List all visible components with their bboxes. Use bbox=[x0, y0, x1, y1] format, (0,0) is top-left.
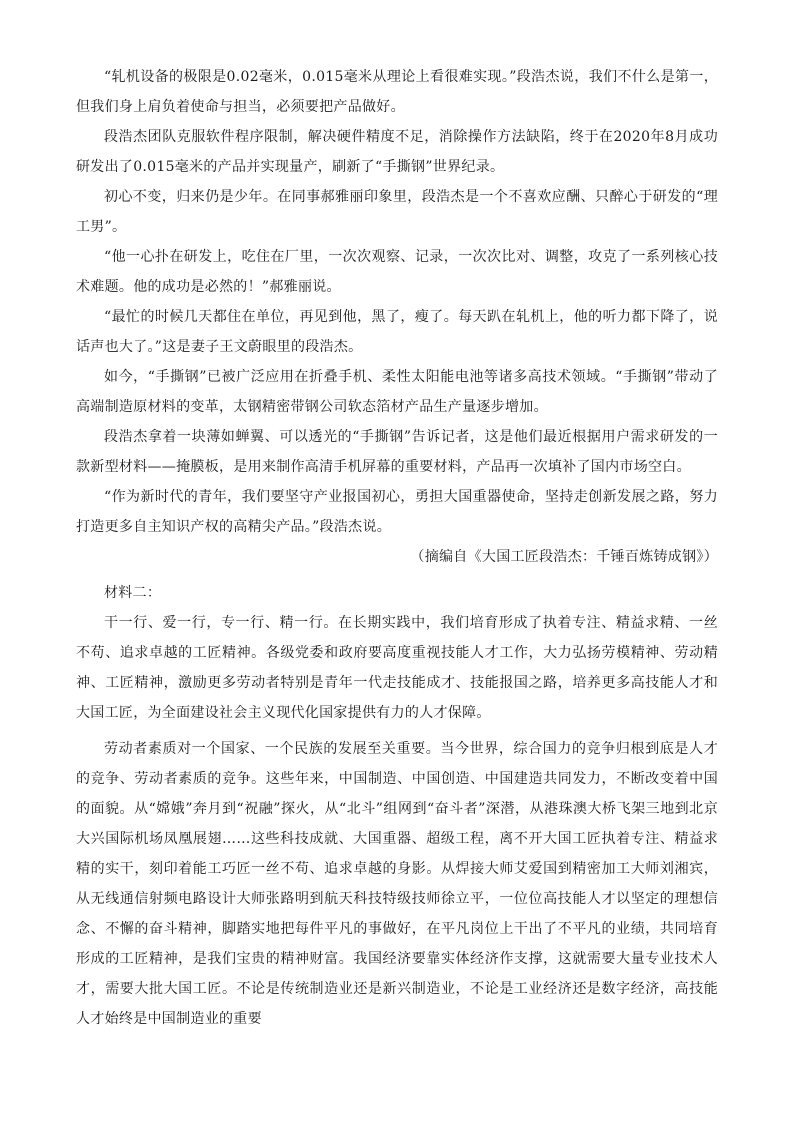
document-page bbox=[76, 62, 718, 1034]
paragraph-craftsman-spirit: 干一行、爱一行，专一行、精一行。在长期实践中，我们培育形成了执着专注、精益求精、一丝不苟、追求卓越的工匠精神。各级党委和政府要高度重视技能人才工作，大力弘扬劳模精神、劳动精神、工匠精神，激励更多劳动者特别是青年一代走技能成才、技能报国之路，培养更多高技能人才和大国工匠，为全面建设社会主义现代化国家提供有力的人才保障。 bbox=[76, 615, 718, 721]
source-citation: （摘编自《大国工匠段浩杰：千锤百炼铸成钢》） bbox=[410, 549, 718, 565]
paragraph-wife-quote: “最忙的时候几天都住在单位，再见到他，黑了，瘦了。每天趴在轧机上，他的听力都下降了，说话声也大了。”这是妻子王文蔚眼里的段浩杰。 bbox=[76, 309, 718, 355]
paragraph-colleague-impression: 初心不变，归来仍是少年。在同事郝雅丽印象里，段浩杰是一个不喜欢应酬、只醉心于研发的“理工男”。 bbox=[76, 189, 718, 235]
paragraph-rolling-limit: “轧机设备的极限是0.02毫米，0.015毫米从理论上看很难实现。”段浩杰说，我们不什么是第一，但我们身上肩负着使命与担当，必须要把产品做好。 bbox=[76, 69, 718, 115]
paragraph-workforce-quality: 劳动者素质对一个国家、一个民族的发展至关重要。当今世界，综合国力的竞争归根到底是人才的竞争、劳动者素质的竞争。这些年来，中国制造、中国创造、中国建造共同发力，不断改变着中国的面貌。从“嫦娥”奔月到“祝融”探火，从“北斗”组网到“奋斗者”深潜，从港珠澳大桥飞架三地到北京大兴国际机场凤凰展翅……这些科技成就、大国重器、超级工程，离不开大国工匠执着专注、精益求精的实干，刻印着能工巧匠一丝不苟、追求卓越的身影。从焊接大师艾爱国到精密加工大师刘湘宾，从无线通信射频电路设计大师张路明到航天科技特级技师徐立平，一位位高技能人才以坚定的理想信念、不懈的奋斗精神，脚踏实地把每件平凡的事做好，在平凡岗位上干出了不平凡的业绩，共同培育形成的工匠精神，是我们宝贵的精神财富。我国经济要靠实体经济作支撑，这就需要大量专业技术人才，需要大批大国工匠。不论是传统制造业还是新兴制造业，不论是工业经济还是数字经济，高技能人才始终是中国制造业的重要 bbox=[76, 741, 718, 1027]
section-label: 材料二： bbox=[104, 585, 162, 601]
paragraph-new-material: 段浩杰拿着一块薄如蝉翼、可以透光的“手撕钢”告诉记者，这是他们最近根据用户需求研发的一款新型材料——掩膜板，是用来制作高清手机屏幕的重要材料，产品再一次填补了国内市场空白。 bbox=[76, 429, 718, 475]
paragraph-applications: 如今，“手撕钢”已被广泛应用在折叠手机、柔性太阳能电池等诸多高技术领域。“手撕钢”带动了高端制造原材料的变革，太钢精密带钢公司软态箔材产品生产量逐步增加。 bbox=[76, 369, 718, 415]
paragraph-colleague-quote: “他一心扑在研发上，吃住在厂里，一次次观察、记录，一次次比对、调整，攻克了一系列核心技术难题。他的成功是必然的！”郝雅丽说。 bbox=[76, 249, 718, 295]
material-two-section bbox=[76, 578, 718, 1034]
paragraph-team-breakthrough: 段浩杰团队克服软件程序限制，解决硬件精度不足，消除操作方法缺陷，终于在2020年8月成功研发出了0.015毫米的产品并实现量产，刷新了“手撕钢”世界纪录。 bbox=[76, 129, 718, 175]
paragraph-youth-quote: “作为新时代的青年，我们要坚守产业报国初心，勇担大国重器使命，坚持走创新发展之路，努力打造更多自主知识产权的高精尖产品。”段浩杰说。 bbox=[76, 489, 718, 535]
material-one-section bbox=[76, 62, 718, 572]
